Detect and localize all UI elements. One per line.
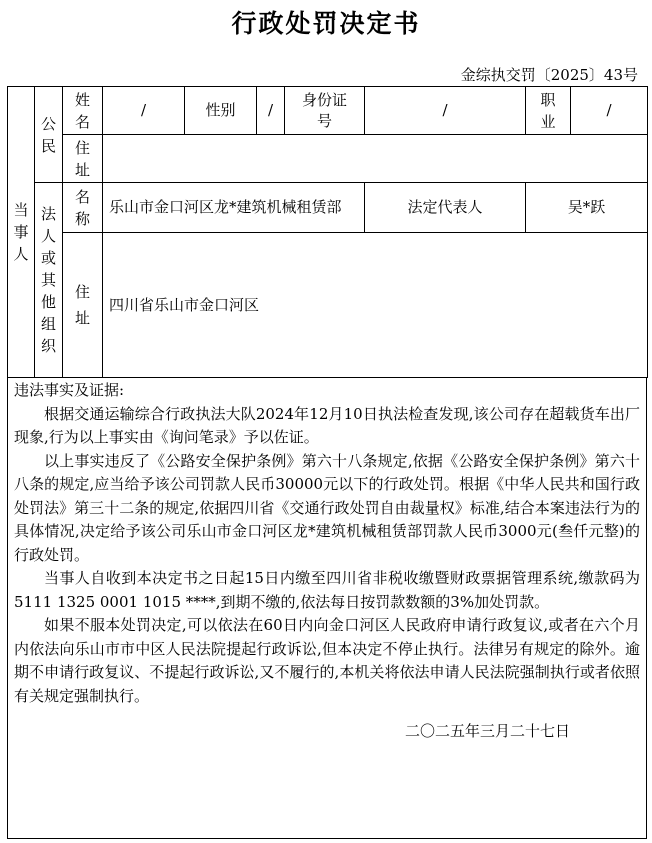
document-title: 行政处罚决定书 [231,9,421,38]
citizen-address-label: 住址 [75,138,91,179]
org-rep-label: 法定代表人 [365,183,526,233]
citizen-id-label: 身份证号 [302,90,348,130]
citizen-label-cell [35,87,63,183]
citizen-label: 公民 [41,114,57,155]
org-address-label: 住址 [75,283,91,327]
facts-paragraph-3: 当事人自收到本决定书之日起15日内缴至四川省非税收缴暨财政票据管理系统,缴款码为5111 1325 0001 1015 ****,到期不缴的,依法每日按罚款数额的3%加处罚款。 [14,569,640,611]
citizen-id-value: / [365,87,526,135]
org-label: 法人或其他组织 [41,205,57,355]
citizen-name-label-cell [63,87,103,135]
document-number: 金综执交罚〔2025〕43号 [460,66,638,84]
party-label: 当事人 [13,201,29,263]
citizen-gender-label: 性别 [185,87,257,135]
org-name-label: 名称 [75,187,91,228]
citizen-job-label-cell [526,87,571,135]
facts-paragraph-1: 根据交通运输综合行政执法大队2024年12月10日执法检查发现,该公司存在超载货车出厂现象,行为以上事实由《询问笔录》予以佐证。 [14,404,640,446]
facts-heading: 违法事实及证据: [14,381,125,399]
citizen-id-label-cell [285,87,365,135]
facts-paragraph-4: 如果不服本处罚决定,可以依法在60日内向金口河区人民政府申请行政复议,或者在六个月内依法向乐山市市中区人民法院提起行政诉讼,但本决定不停止执行。法律另有规定的除外。逾期不申请行政复议、不提起行政诉讼,又不履行的,本机关将依法申请人民法院强制执行或者依照有关规定强制执行。 [14,616,640,705]
party-label-cell [8,87,35,378]
citizen-job-label: 职业 [540,90,556,131]
decision-date: 二〇二五年三月二十七日 [404,722,570,740]
org-rep-value: 吴*跃 [526,183,648,233]
org-address-value: 四川省乐山市金口河区 [103,233,648,378]
org-name-label-cell [63,183,103,233]
org-name-value: 乐山市金口河区龙*建筑机械租赁部 [103,183,365,233]
citizen-gender-value: / [257,87,285,135]
facts-paragraph-2: 以上事实违反了《公路安全保护条例》第六十八条规定,依据《公路安全保护条例》第六十八条的规定,应当给予该公司罚款人民币30000元以下的行政处罚。根据《中华人民共和国行政处罚法》第三十二条的规定,依据四川省《交通行政处罚自由裁量权》标准,结合本案违法行为的具体情况,决定给予该公司乐山市金口河区龙*建筑机械租赁部罚款人民币3000元(叁仟元整)的行政处罚。 [14,451,640,564]
facts-section [7,377,647,839]
citizen-address-value [103,135,648,183]
citizen-address-label-cell [63,135,103,183]
citizen-name-label: 姓名 [75,90,91,131]
citizen-name-value: / [103,87,185,135]
party-info-table [7,86,648,378]
org-label-cell [35,183,63,378]
citizen-job-value: / [571,87,648,135]
org-address-label-cell [63,233,103,378]
